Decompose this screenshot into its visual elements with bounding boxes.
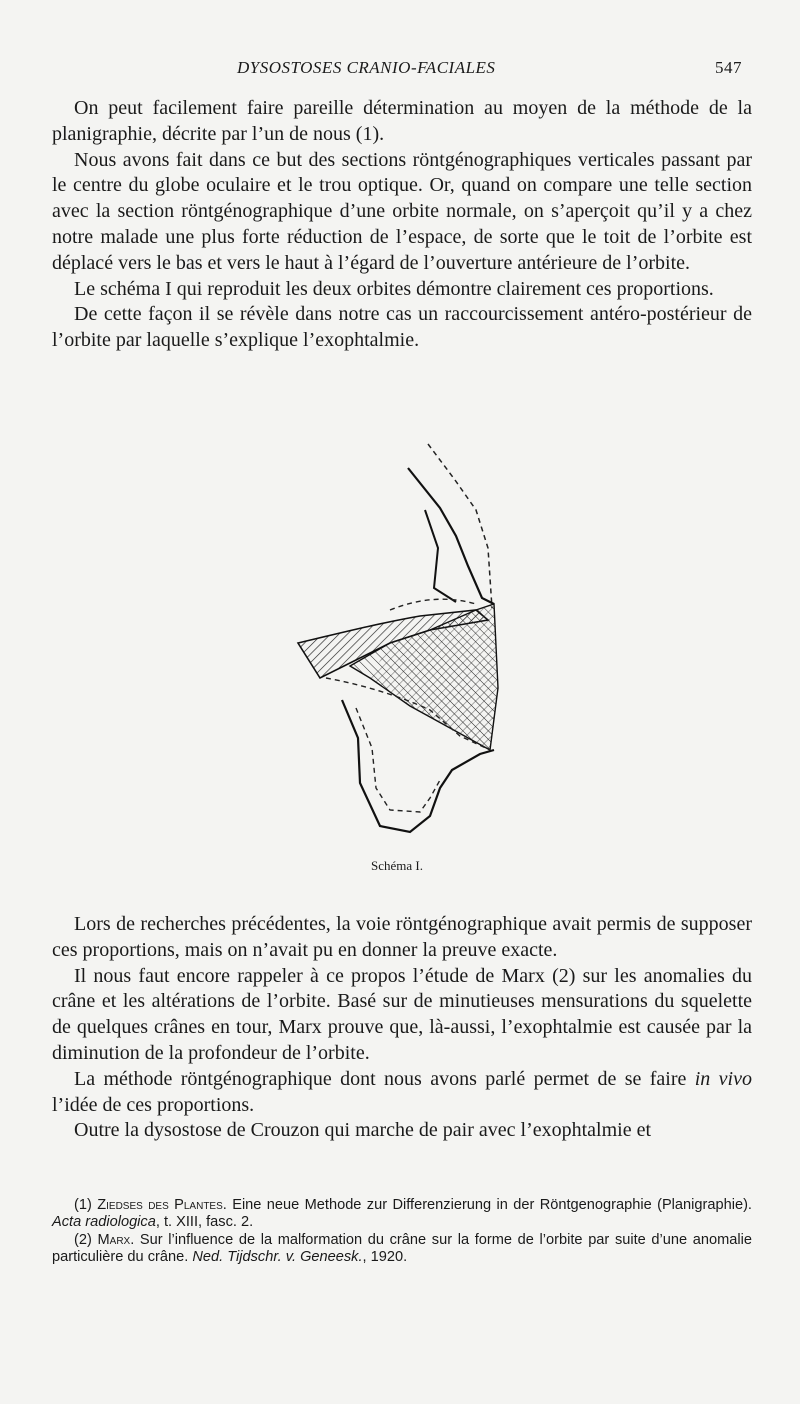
paragraph-text: l’idée de ces proportions.: [52, 1093, 255, 1116]
footnote-ref: , t. XIII, fasc. 2.: [155, 1214, 254, 1231]
figure-caption: [0, 858, 800, 874]
caption-text: Schéma I.: [371, 858, 423, 873]
orbit-schema-drawing: [280, 438, 510, 858]
footnote: [52, 1232, 752, 1267]
footnote-number: (1): [74, 1197, 98, 1213]
footnote-number: (2): [74, 1231, 98, 1248]
schema-figure: [280, 438, 510, 858]
paragraph: [52, 1067, 752, 1119]
dashed-contour: [390, 599, 476, 610]
footnote-author: Ziedses des Plantes.: [97, 1197, 227, 1213]
paragraph: Il nous faut encore rappeler à ce propos l’étude de Marx (2) sur les anomalies du crâne et les altérations de l’orbite. Basé sur de minutieuses mensurations du squelette de quelques crânes en tour, Marx prouve que, là-aussi, l’exophtalmie est causée par la diminution de la profondeur de l’orbite.: [52, 964, 752, 1064]
paragraph-text: La méthode röntgénographique dont nous avons parlé permet de se faire: [74, 1067, 695, 1090]
running-title: DYSOSTOSES CRANIO-FACIALES: [237, 58, 496, 77]
footnote-journal: Acta radiologica: [52, 1214, 156, 1231]
paragraph: Lors de recherches précédentes, la voie röntgénographique avait permis de supposer ces proportions, mais on n’avait pu en donner la preuve exacte.: [52, 913, 752, 961]
footnotes: [52, 1197, 752, 1267]
page-header: [52, 58, 742, 84]
bone-contour: [425, 510, 456, 602]
footnote-author: Marx.: [97, 1231, 135, 1248]
paragraph: De cette façon il se révèle dans notre cas un raccourcissement antéro-postérieur de l’orbite par laquelle s’explique l’exophtalmie.: [52, 303, 752, 352]
paragraph: Le schéma I qui reproduit les deux orbites démontre clairement ces proportions.: [74, 277, 714, 300]
footnote-ref: , 1920.: [362, 1249, 408, 1266]
normal-orbit-outline: [428, 444, 492, 608]
body-text-top: [52, 96, 752, 354]
page-number: 547: [715, 58, 742, 77]
footnote: [52, 1197, 752, 1232]
body-text-bottom: [52, 912, 752, 1144]
paragraph: On peut facilement faire pareille détermination au moyen de la méthode de la planigraphie, décrite par l’un de nous (1).: [52, 97, 752, 145]
footnote-journal: Ned. Tijdschr. v. Geneesk.: [192, 1249, 363, 1266]
paragraph: Nous avons fait dans ce but des sections röntgénographiques verticales passant par le centre du globe oculaire et le trou optique. Or, quand on compare une telle section avec la section röntgénographique d’une orbite normale, on s’aperçoit qu’il y a chez notre malade une plus forte réduction de l’espace, de sorte que le toit de l’orbite est déplacé vers le bas et vers le haut à l’égard de l’ouverture antérieure de l’orbite.: [52, 148, 752, 274]
nasal-contour: [408, 468, 494, 604]
footnote-text: Eine neue Methode zur Differenzierung in der Röntgenographie (Planigraphie).: [226, 1197, 752, 1213]
italic-text: in vivo: [694, 1067, 752, 1090]
lower-dashed-contour: [356, 708, 440, 812]
footnote-text: Sur l’influence de la malformation du crâne sur la forme de l’orbite par suite d’une anomalie particulière du crâne.: [52, 1231, 752, 1266]
paragraph: Outre la dysostose de Crouzon qui marche de pair avec l’exophtalmie et: [74, 1119, 652, 1142]
